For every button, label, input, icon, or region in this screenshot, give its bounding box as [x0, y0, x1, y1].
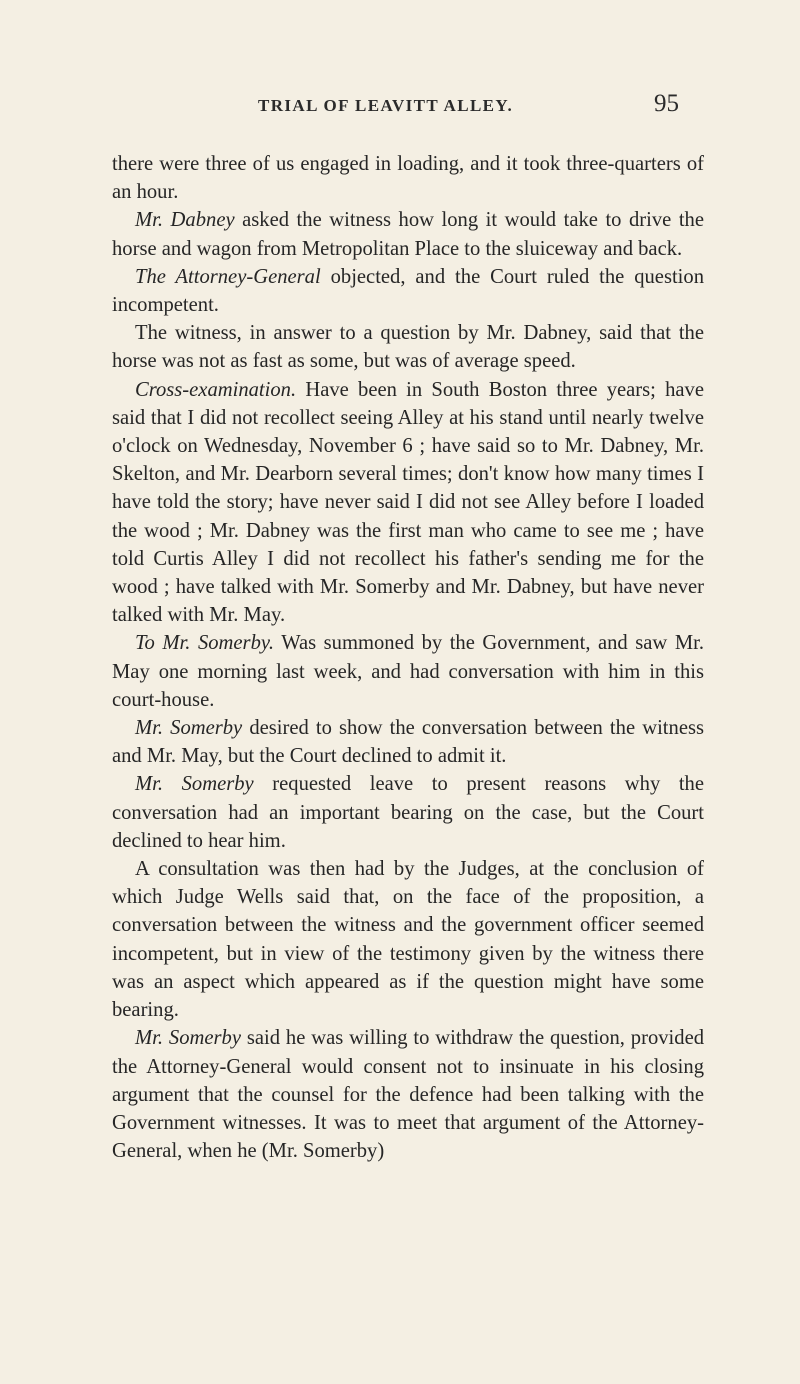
paragraph	[112, 319, 704, 375]
page-number: 95	[654, 90, 679, 117]
paragraph-text: objected, and the Court ruled the question incompetent.	[112, 265, 704, 317]
paragraph	[112, 376, 704, 630]
paragraph	[112, 206, 704, 262]
running-header	[0, 90, 800, 120]
paragraph-text: The witness, in answer to a question by Mr. Dabney, said that the horse was not as fast as some, but was of average speed.	[112, 322, 704, 373]
paragraph	[112, 263, 704, 319]
paragraph-text: Have been in South Boston three years; have said that I did not recollect seeing Alley at his stand until nearly twelve o'clock on Wednesday, November 6 ; have said so to Mr. Dabney, Mr. Skelton, and Mr. Dearborn several times; don't know how many times I have told the story; have never said I did not see Alley before I loaded the wood ; Mr. Dabney was the first man who came to see me ; have told Curtis Alley I did not recollect his father's sending me for the wood ; have talked with Mr. Somerby and Mr. Dabney, but have never talked with Mr. May.	[112, 378, 704, 627]
paragraph-text: A consultation was then had by the Judges, at the conclusion of which Judge Wells said that, on the face of the proposition, a conversation between the witness and the government officer seemed incompetent, but in view of the testimony given by the witness there was an aspect which appeared as if the question might have some bearing.	[112, 858, 704, 1022]
speaker-name: Mr. Somerby	[135, 1027, 241, 1050]
paragraph-text: asked the witness how long it would take to drive the horse and wagon from Metropolitan Place to the sluiceway and back.	[112, 209, 704, 260]
paragraph-text: requested leave to present reasons why the conversation had an important bearing on the case, but the Court declined to hear him.	[112, 773, 704, 852]
speaker-name: Mr. Somerby	[135, 717, 243, 740]
section-label: Cross-examination.	[135, 378, 297, 401]
paragraph-text: there were three of us engaged in loading, and it took three-quarters of an hour.	[112, 153, 704, 204]
paragraph-text: Was summoned by the Government, and saw Mr. May one morning last week, and had conversation with him in this court-house.	[112, 632, 705, 711]
paragraph	[112, 1024, 704, 1165]
paragraph	[112, 150, 704, 206]
body-text	[112, 150, 704, 1165]
speaker-name: The Attorney-General	[135, 265, 321, 288]
paragraph	[112, 855, 704, 1024]
paragraph	[112, 714, 704, 770]
running-title: TRIAL OF LEAVITT ALLEY.	[258, 96, 514, 115]
speaker-name: Mr. Somerby	[135, 773, 254, 796]
speaker-name: Mr. Dabney	[135, 209, 235, 232]
paragraph	[112, 629, 704, 714]
paragraph-text: desired to show the conversation between the witness and Mr. May, but the Court declined to admit it.	[112, 717, 704, 768]
paragraph	[112, 770, 704, 855]
paragraph-text: said he was willing to withdraw the question, provided the Attorney-General would consent not to insinuate in his closing argument that the counsel for the defence had been talking with the Government witnesses. It was to meet that argument of the Attorney-General, when he (Mr. Somerby)	[112, 1027, 705, 1163]
section-label: To Mr. Somerby.	[135, 632, 275, 655]
